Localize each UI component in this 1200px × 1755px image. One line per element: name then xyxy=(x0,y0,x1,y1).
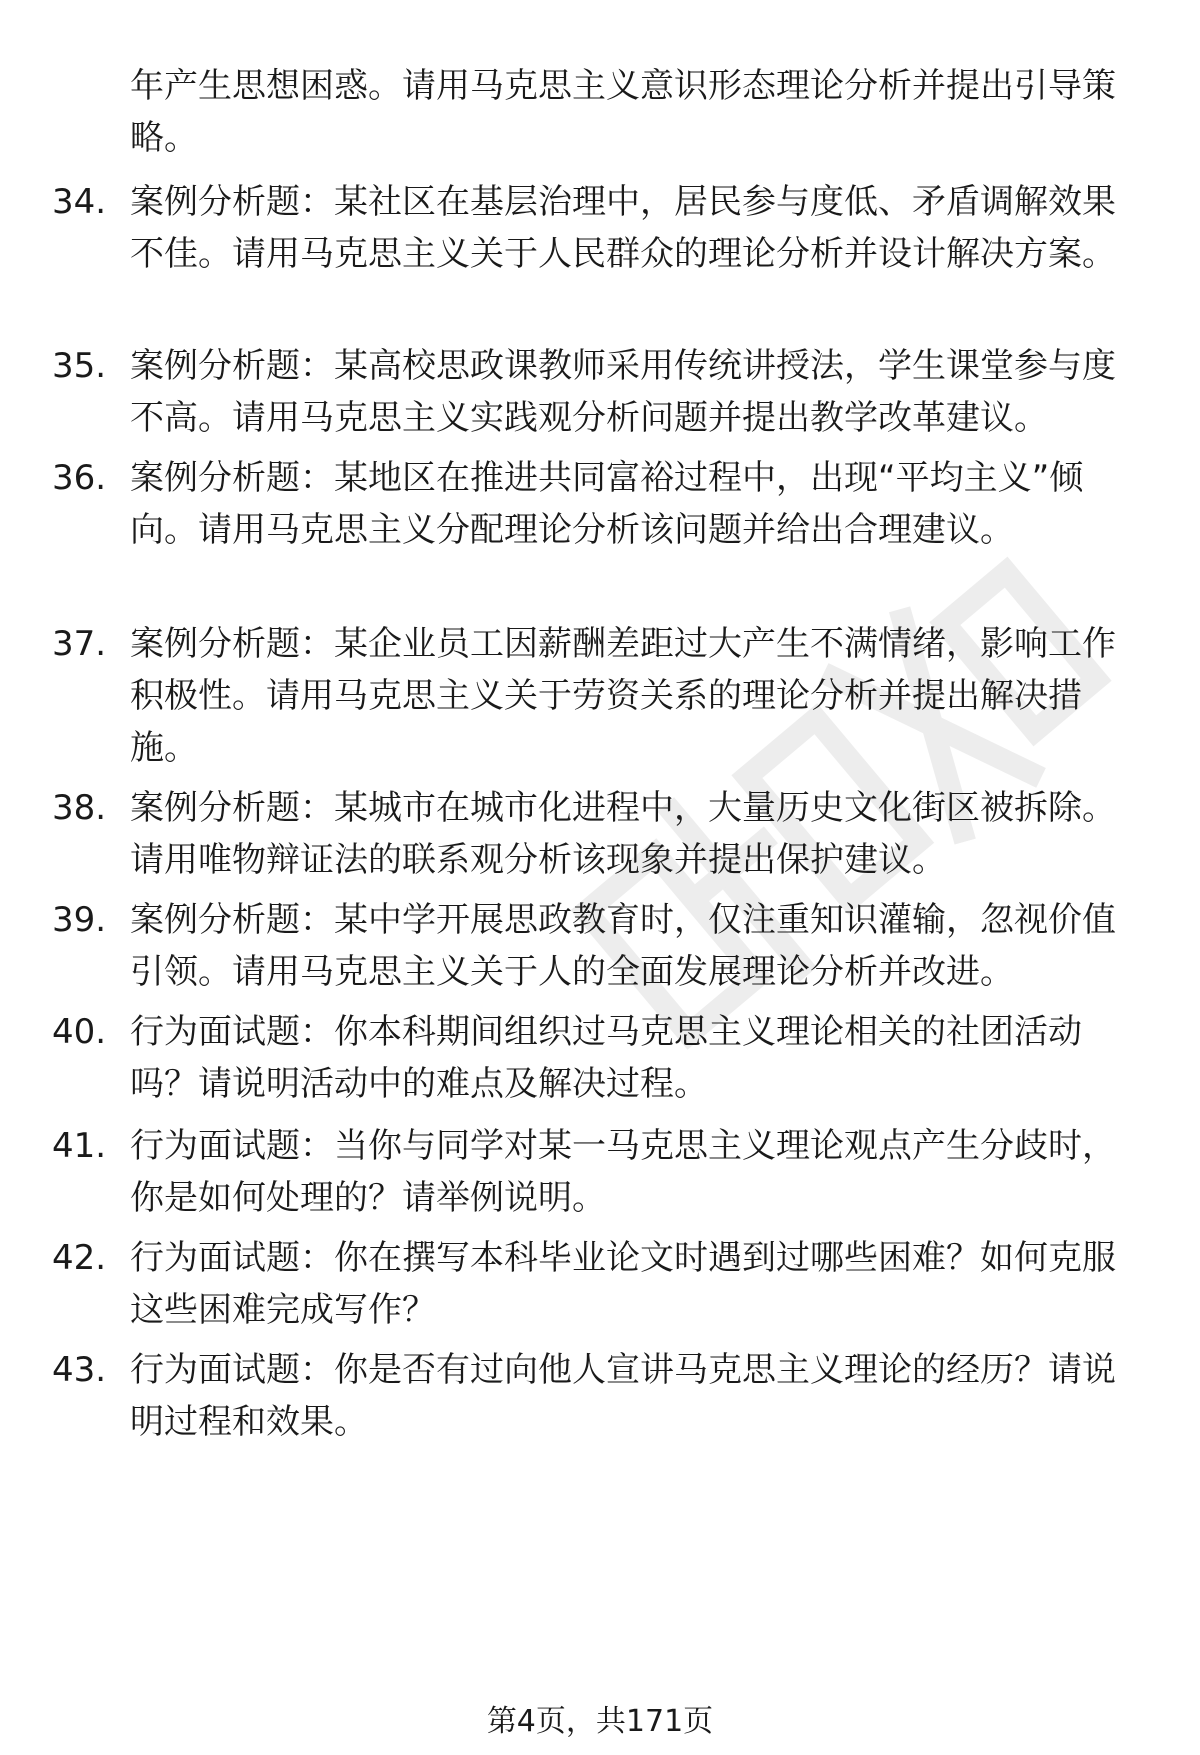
question-number: 43. xyxy=(52,1350,107,1390)
question-text: 案例分析题：某社区在基层治理中，居民参与度低、矛盾调解效果不佳。请用马克思主义关于人民群众的理论分析并设计解决方案。 xyxy=(130,182,1116,274)
question-number: 35. xyxy=(52,346,107,386)
question-number: 38. xyxy=(52,788,107,828)
continuation-paragraph: 年产生思想困惑。请用马克思主义意识形态理论分析并提出引导策略。 xyxy=(130,66,1116,158)
question-number: 42. xyxy=(52,1238,107,1278)
question-number: 34. xyxy=(52,182,107,222)
question-text: 案例分析题：某中学开展思政教育时，仅注重知识灌输，忽视价值引领。请用马克思主义关于人的全面发展理论分析并改进。 xyxy=(130,900,1116,992)
question-text: 案例分析题：某高校思政课教师采用传统讲授法，学生课堂参与度不高。请用马克思主义实践观分析问题并提出教学改革建议。 xyxy=(130,346,1116,438)
question-number: 36. xyxy=(52,458,107,498)
page-footer: 第4页，共171页 xyxy=(486,1704,714,1739)
question-text: 行为面试题：当你与同学对某一马克思主义理论观点产生分歧时，你是如何处理的？请举例说明。 xyxy=(130,1126,1116,1218)
question-number: 41. xyxy=(52,1126,107,1166)
question-text: 案例分析题：某企业员工因薪酬差距过大产生不满情绪，影响工作积极性。请用马克思主义关于劳资关系的理论分析并提出解决措施。 xyxy=(130,624,1116,768)
question-text: 行为面试题：你是否有过向他人宣讲马克思主义理论的经历？请说明过程和效果。 xyxy=(130,1350,1116,1442)
question-text: 案例分析题：某城市在城市化进程中，大量历史文化街区被拆除。请用唯物辩证法的联系观分析该现象并提出保护建议。 xyxy=(130,788,1116,880)
question-text: 案例分析题：某地区在推进共同富裕过程中，出现“平均主义”倾向。请用马克思主义分配理论分析该问题并给出合理建议。 xyxy=(130,458,1084,550)
question-number: 37. xyxy=(52,624,107,664)
question-number: 39. xyxy=(52,900,107,940)
question-text: 行为面试题：你本科期间组织过马克思主义理论相关的社团活动吗？请说明活动中的难点及解决过程。 xyxy=(130,1012,1082,1104)
question-number: 40. xyxy=(52,1012,107,1052)
question-text: 行为面试题：你在撰写本科毕业论文时遇到过哪些困难？如何克服这些困难完成写作？ xyxy=(130,1238,1116,1330)
